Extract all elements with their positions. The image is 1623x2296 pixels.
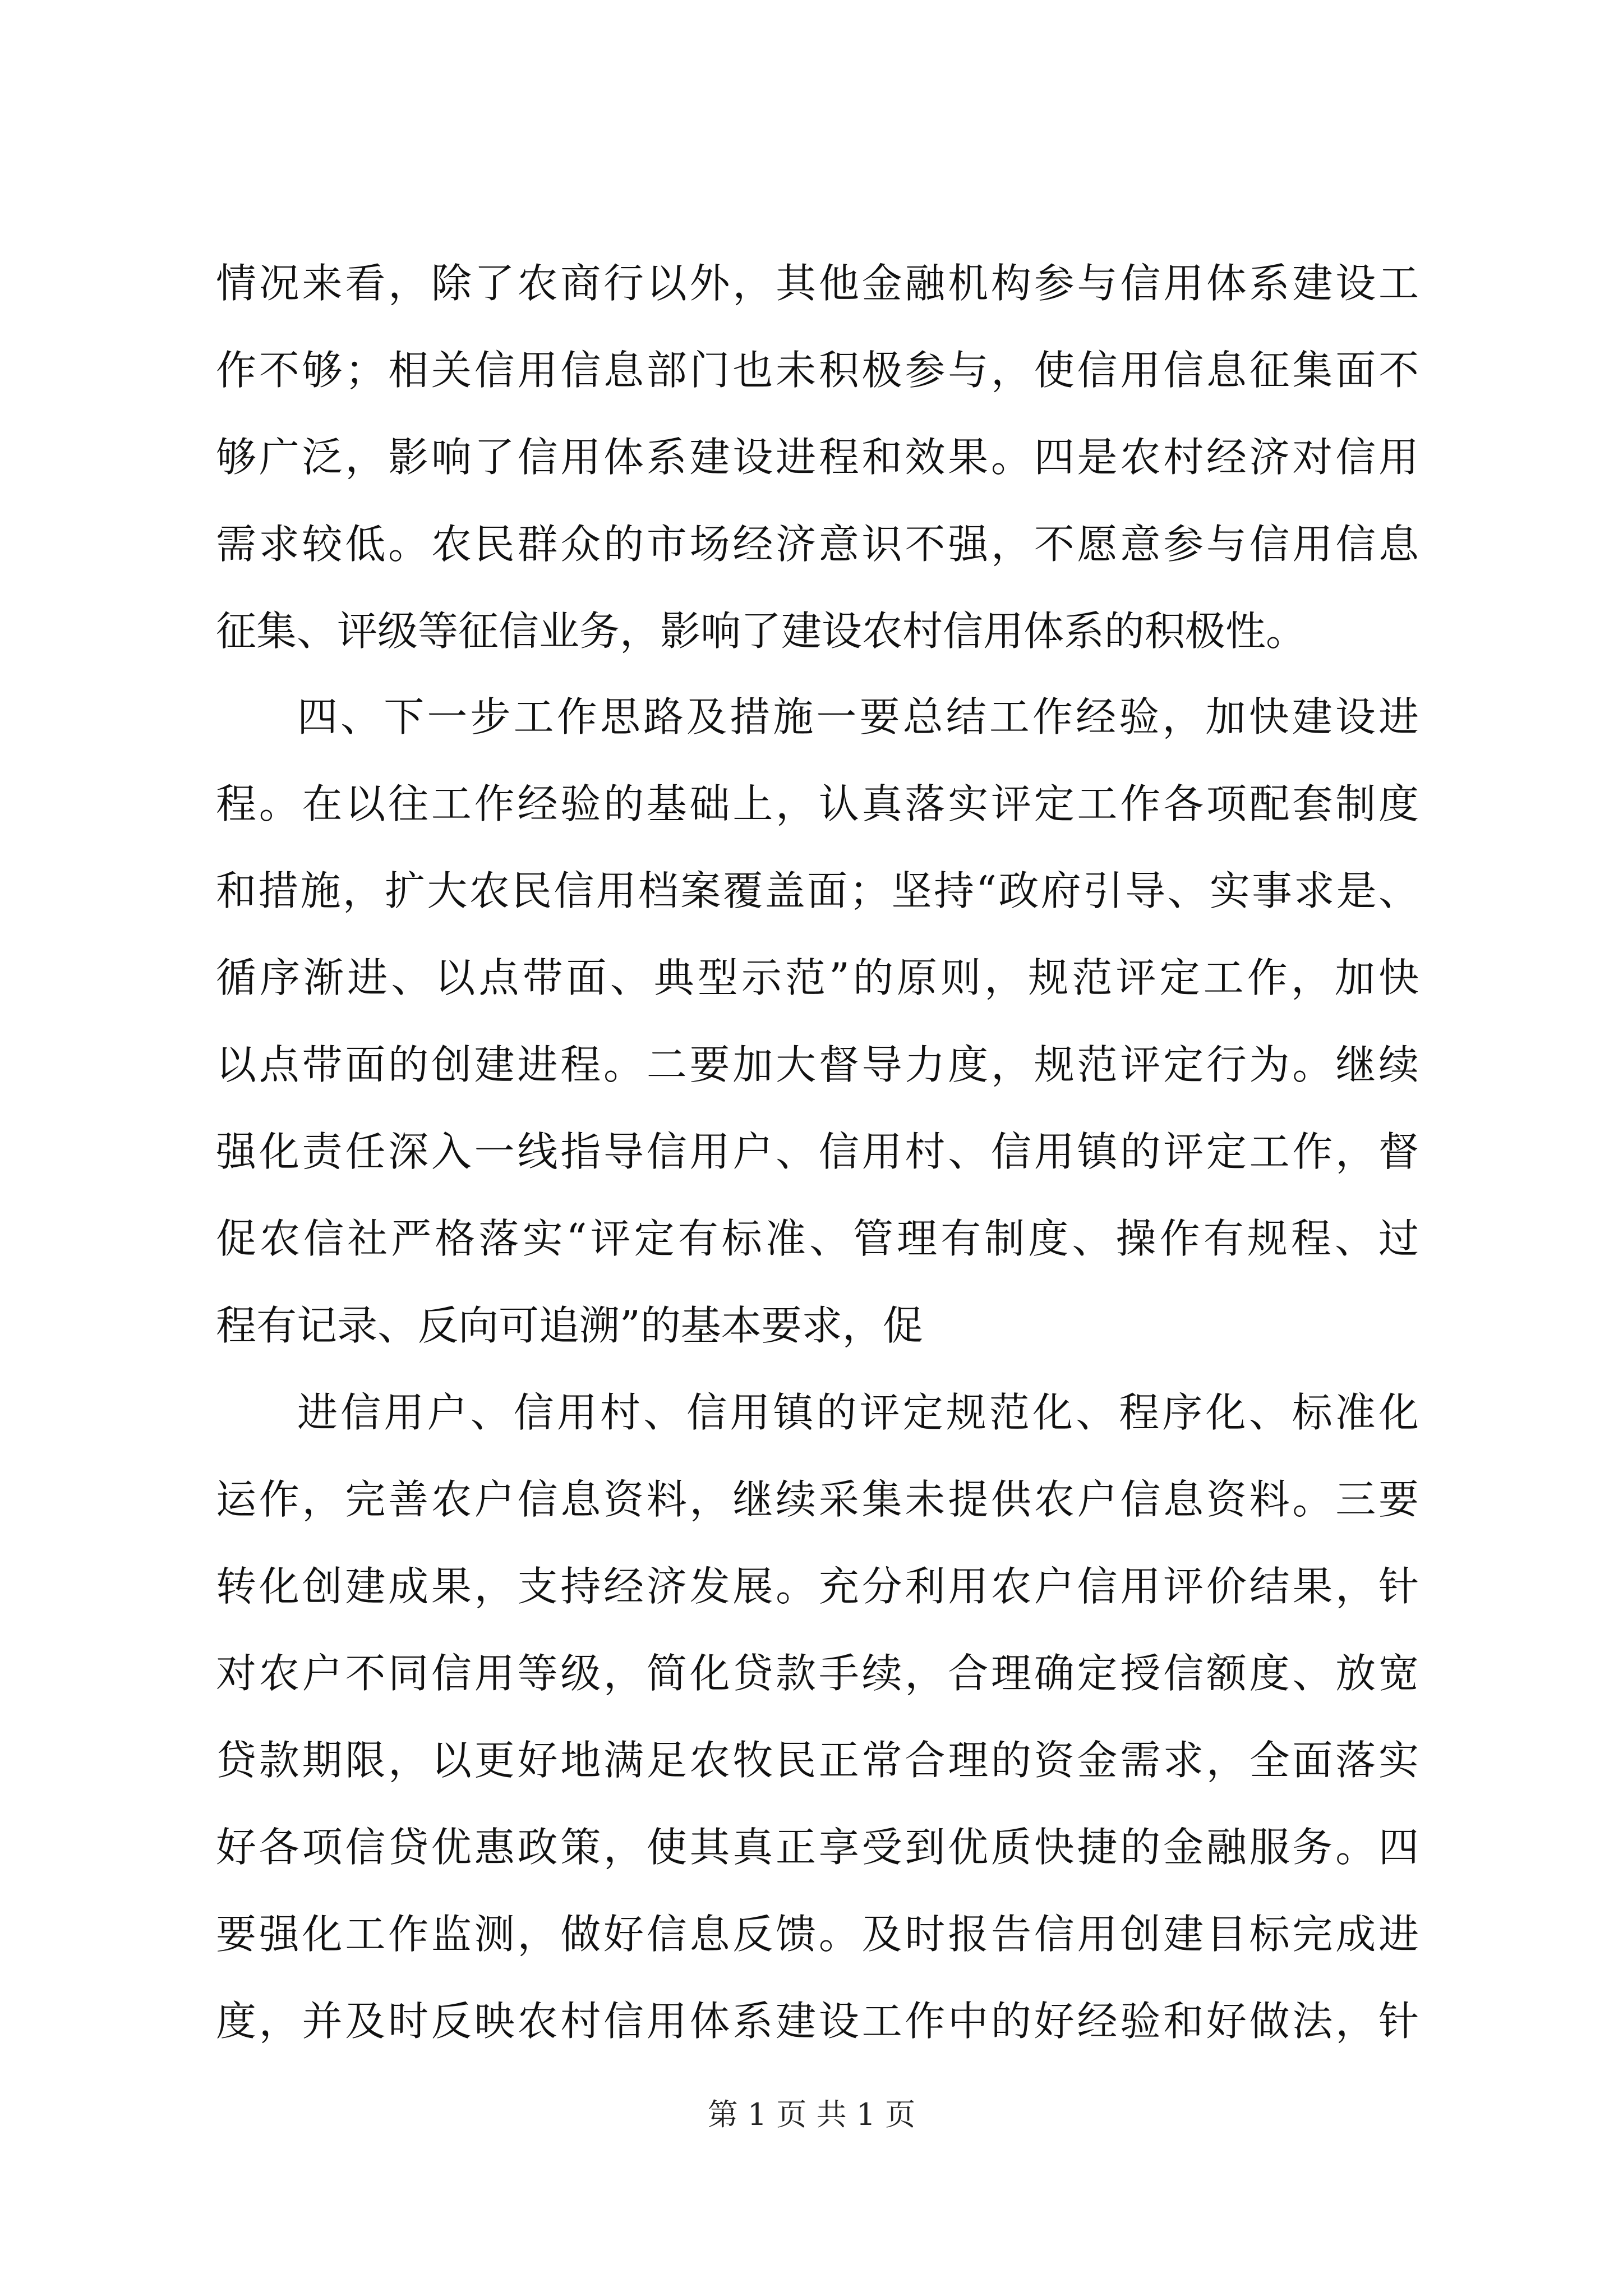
text-line: 运作，完善农户信息资料，继续采集未提供农户信息资料。三要	[216, 1476, 1419, 1523]
text-line: 程。在以往工作经验的基础上，认真落实评定工作各项配套制度	[216, 780, 1419, 827]
paragraph-start-line: 进信用户、信用村、信用镇的评定规范化、程序化、标准化	[297, 1389, 1419, 1436]
text-line: 够广泛，影响了信用体系建设进程和效果。四是农村经济对信用	[216, 434, 1419, 481]
text-line: 度，并及时反映农村信用体系建设工作中的好经验和好做法，针	[216, 1998, 1419, 2045]
text-line: 好各项信贷优惠政策，使其真正享受到优质快捷的金融服务。四	[216, 1824, 1419, 1871]
text-line: 对农户不同信用等级，简化贷款手续，合理确定授信额度、放宽	[216, 1650, 1419, 1697]
text-line: 征集、评级等征信业务，影响了建设农村信用体系的积极性。	[216, 608, 1307, 655]
paragraph-start-line: 四、下一步工作思路及措施一要总结工作经验，加快建设进	[297, 693, 1419, 740]
text-line: 和措施，扩大农民信用档案覆盖面；坚持“政府引导、实事求是、	[216, 867, 1419, 914]
text-line: 情况来看，除了农商行以外，其他金融机构参与信用体系建设工	[216, 260, 1419, 307]
text-line: 循序渐进、以点带面、典型示范”的原则，规范评定工作，加快	[216, 954, 1419, 1001]
text-line: 以点带面的创建进程。二要加大督导力度，规范评定行为。继续	[216, 1041, 1419, 1088]
text-line: 强化责任深入一线指导信用户、信用村、信用镇的评定工作，督	[216, 1128, 1419, 1175]
text-line: 转化创建成果，支持经济发展。充分利用农户信用评价结果，针	[216, 1563, 1419, 1610]
text-line: 贷款期限，以更好地满足农牧民正常合理的资金需求，全面落实	[216, 1737, 1419, 1784]
page-footer: 第 1 页 共 1 页	[707, 2097, 916, 2132]
text-line: 程有记录、反向可追溯”的基本要求，促	[216, 1302, 923, 1349]
text-line: 促农信社严格落实“评定有标准、管理有制度、操作有规程、过	[216, 1215, 1419, 1262]
text-line: 作不够；相关信用信息部门也未积极参与，使信用信息征集面不	[216, 347, 1419, 394]
text-line: 要强化工作监测，做好信息反馈。及时报告信用创建目标完成进	[216, 1911, 1419, 1958]
text-line: 需求较低。农民群众的市场经济意识不强，不愿意参与信用信息	[216, 521, 1419, 568]
